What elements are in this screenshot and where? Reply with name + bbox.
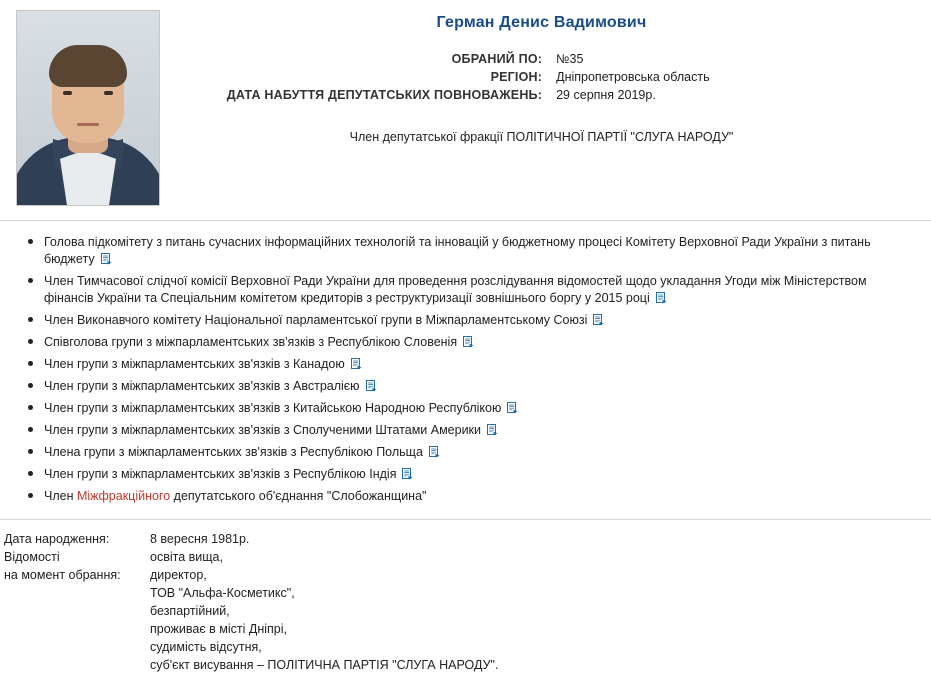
table-row bbox=[176, 50, 907, 68]
fact-value: Дніпропетровська область bbox=[556, 70, 710, 84]
photo-eye-left bbox=[63, 91, 72, 95]
position-text: Член групи з міжпарламентських зв'язків з Австралією bbox=[44, 378, 360, 393]
table-row bbox=[176, 86, 907, 104]
biography-labels bbox=[0, 530, 150, 674]
birth-date-value: 8 вересня 1981р. bbox=[150, 532, 250, 546]
fact-value: №35 bbox=[556, 52, 584, 66]
position-text: Членa групи з міжпарламентських зв'язків з Республікою Польща bbox=[44, 444, 423, 459]
fact-label: РЕГІОН: bbox=[490, 70, 543, 84]
faction-membership: Член депутатської фракції ПОЛІТИЧНОЇ ПАРТІЇ "СЛУГА НАРОДУ" bbox=[349, 130, 734, 144]
position-text: Співголова групи з міжпарламентських зв'язків з Республікою Словенія bbox=[44, 334, 458, 349]
document-icon[interactable] bbox=[593, 314, 604, 326]
list-item bbox=[44, 231, 917, 270]
info-label-line1: Відомості bbox=[4, 550, 60, 564]
bio-detail: суб'єкт висування – ПОЛІТИЧНА ПАРТІЯ "СЛУГА НАРОДУ". bbox=[150, 658, 499, 672]
bio-detail: безпартійний, bbox=[150, 604, 230, 618]
bio-detail: проживає в місті Дніпрі, bbox=[150, 622, 288, 636]
document-icon[interactable] bbox=[101, 253, 112, 265]
bio-detail: судимість відсутня, bbox=[150, 640, 262, 654]
list-item bbox=[44, 485, 917, 507]
list-item bbox=[44, 375, 917, 397]
document-icon[interactable] bbox=[507, 402, 518, 414]
biography-section bbox=[0, 519, 931, 674]
positions-list bbox=[0, 231, 931, 507]
document-icon[interactable] bbox=[656, 292, 667, 304]
header-info bbox=[176, 8, 931, 144]
list-item bbox=[44, 397, 917, 419]
info-label-line2: на момент обрання: bbox=[4, 568, 121, 582]
list-item bbox=[44, 441, 917, 463]
document-icon[interactable] bbox=[366, 380, 377, 392]
photo-mouth bbox=[77, 123, 99, 126]
fact-value: 29 серпня 2019р. bbox=[556, 88, 656, 102]
position-text: Голова підкомітету з питань сучасних інформаційних технологій та інновацій у бюджетному процесі Комітету Верховної Ради України з питань бюджету bbox=[44, 234, 871, 266]
list-item bbox=[44, 331, 917, 353]
profile-header bbox=[0, 0, 931, 206]
photo-eye-right bbox=[104, 91, 113, 95]
facts-table bbox=[176, 50, 907, 104]
portrait-photo bbox=[16, 10, 160, 206]
position-text: Член групи з міжпарламентських зв'язків з Китайською Народною Республікою bbox=[44, 400, 502, 415]
biography-values bbox=[150, 530, 498, 674]
list-item bbox=[44, 270, 917, 309]
list-item bbox=[44, 419, 917, 441]
list-item bbox=[44, 463, 917, 485]
fact-label: ОБРАНИЙ ПО: bbox=[451, 52, 543, 66]
table-row bbox=[176, 68, 907, 86]
document-icon[interactable] bbox=[429, 446, 440, 458]
position-text: Член Міжфракційного депутатського об'єднання "Слобожанщина" bbox=[44, 488, 427, 503]
position-text: Член Виконавчого комітету Національної парламентської групи в Міжпарламентському Союзі bbox=[44, 312, 588, 327]
document-icon[interactable] bbox=[487, 424, 498, 436]
list-item bbox=[44, 353, 917, 375]
position-text: Член групи з міжпарламентських зв'язків з Канадою bbox=[44, 356, 345, 371]
position-text: Член групи з міжпарламентських зв'язків з Республікою Індія bbox=[44, 466, 397, 481]
photo-hair bbox=[49, 45, 127, 87]
position-text: Член Тимчасової слідчої комісії Верховної Ради України для проведення розслідування відомостей щодо укладання Угоди між Міністерством фінансів України та Спеціальним комітетом кредиторів з реструктуризації зовнішнього боргу у 2015 році bbox=[44, 273, 867, 305]
list-item bbox=[44, 309, 917, 331]
bio-detail: ТОВ "Альфа-Косметикс", bbox=[150, 586, 295, 600]
position-text: Член групи з міжпарламентських зв'язків з Сполученими Штатами Америки bbox=[44, 422, 482, 437]
birth-date-label: Дата народження: bbox=[4, 532, 110, 546]
section-divider bbox=[0, 220, 931, 221]
photo-shirt bbox=[60, 149, 116, 206]
fact-label: ДАТА НАБУТТЯ ДЕПУТАТСЬКИХ ПОВНОВАЖЕНЬ: bbox=[226, 88, 543, 102]
photo-container bbox=[0, 8, 176, 206]
document-icon[interactable] bbox=[463, 336, 474, 348]
bio-detail: директор, bbox=[150, 568, 207, 582]
document-icon[interactable] bbox=[402, 468, 413, 480]
page-title: Герман Денис Вадимович bbox=[436, 14, 647, 31]
document-icon[interactable] bbox=[351, 358, 362, 370]
bio-detail: освіта вища, bbox=[150, 550, 223, 564]
highlighted-term: Міжфракційного bbox=[76, 488, 171, 503]
